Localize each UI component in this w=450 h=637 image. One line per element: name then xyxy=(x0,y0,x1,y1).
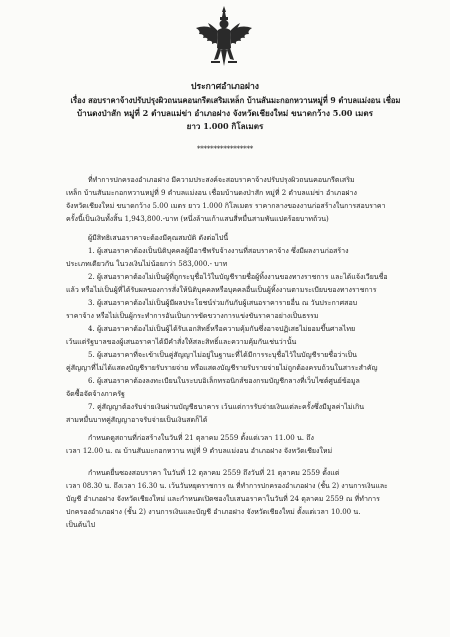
body-line: เป็นต้นไป xyxy=(66,520,96,529)
body-line: 4. ผู้เสนอราคาต้องไม่เป็นผู้ได้รับเอกสิทธิ์หรือความคุ้มกันซึ่งอาจปฏิเสธไม่ยอมขึ้นศาลไทย xyxy=(88,324,356,333)
subject-line-1: เรื่อง สอบราคาจ้างปรับปรุงผิวถนนคอนกรีตเสริมเหล็ก บ้านสันมะกอกหวานหมู่ที่ 9 ตำบลแม่งอน เชื่อม xyxy=(70,95,401,105)
body-line: เหล็ก บ้านสันมะกอกหวานหมู่ที่ 9 ตำบลแม่งอน เชื่อมบ้านดงป่าสัก หมู่ที่ 2 ตำบลแม่ข่า อำเภอฝาง xyxy=(66,188,357,197)
body-line: 6. ผู้เสนอราคาต้องลงทะเบียนในระบบอิเล็กทรอนิกส์ของกรมบัญชีกลางที่เว็บไซต์ศูนย์ข้อมูล xyxy=(88,376,360,385)
body-line: จังหวัดเชียงใหม่ ขนาดกว้าง 5.00 เมตร ยาว 1.000 กิโลเมตร ราคากลางของงานก่อสร้างในการสอบราคา xyxy=(66,201,386,210)
body-line: บัญชี อำเภอฝาง จังหวัดเชียงใหม่ และกำหนดเปิดซองใบเสนอราคาในวันที่ 24 ตุลาคม 2559 ณ ที่ทำการ xyxy=(66,494,380,503)
body-line: จัดซื้อจัดจ้างภาครัฐ xyxy=(66,389,125,398)
body-line: 3. ผู้เสนอราคาต้องไม่เป็นผู้มีผลประโยชน์ร่วมกันกับผู้เสนอราคารายอื่น ณ วันประกาศสอบ xyxy=(88,298,358,307)
subject-line-2: บ้านดงป่าสัก หมู่ที่ 2 ตำบลแม่ข่า อำเภอฝาง จังหวัดเชียงใหม่ ขนาดกว้าง 5.00 เมตร xyxy=(77,108,373,118)
body-line: เวลา 08.30 น. ถึงเวลา 16.30 น. เว้นวันหยุดราชการ ณ ที่ทำการปกครองอำเภอฝาง (ชั้น 2) งานการเงินและ xyxy=(66,481,388,490)
body-line: กำหนดดูสถานที่ก่อสร้างในวันที่ 21 ตุลาคม 2559 ตั้งแต่เวลา 11.00 น. ถึง xyxy=(88,433,314,442)
body-line: แล้ว หรือไม่เป็นผู้ที่ได้รับผลของการสั่งให้นิติบุคคลหรือบุคคลอื่นเป็นผู้ทิ้งงานตามระเบียบของทางราชการ xyxy=(66,285,377,294)
body-line: 5. ผู้เสนอราคาที่จะเข้าเป็นคู่สัญญาไม่อยู่ในฐานะที่ได้มีการระบุชื่อไว้ในบัญชีรายชื่อว่าเป็น xyxy=(88,350,357,359)
subject-line-3: ยาว 1.000 กิโลเมตร xyxy=(186,121,264,131)
body-line: เวลา 12.00 น. ณ บ้านสันมะกอกหวาน หมู่ที่ 9 ตำบลแม่งอน อำเภอฝาง จังหวัดเชียงใหม่ xyxy=(66,446,333,455)
body-line: ราคาจ้าง หรือไม่เป็นผู้กระทำการอันเป็นการขัดขวางการแข่งขันราคาอย่างเป็นธรรม xyxy=(66,311,319,320)
garuda-emblem-icon xyxy=(193,4,255,74)
body-line: เว้นแต่รัฐบาลของผู้เสนอราคาได้มีคำสั่งให้สละสิทธิ์และความคุ้มกันเช่นว่านั้น xyxy=(66,337,297,346)
body-line: ปกครองอำเภอฝาง (ชั้น 2) งานการเงินและบัญชี อำเภอฝาง จังหวัดเชียงใหม่ ตั้งแต่เวลา 10.00 น. xyxy=(66,507,361,516)
body-line: สามหมื่นบาทคู่สัญญาอาจรับจ่ายเป็นเงินสดก็ได้ xyxy=(66,415,208,424)
body-line: กำหนดยื่นซองสอบราคา ในวันที่ 12 ตุลาคม 2559 ถึงวันที่ 21 ตุลาคม 2559 ตั้งแต่ xyxy=(88,468,340,477)
body-line: 7. คู่สัญญาต้องรับจ่ายเงินผ่านบัญชีธนาคาร เว้นแต่การรับจ่ายเงินแต่ละครั้งซึ่งมีมูลค่าไม่เกิน xyxy=(88,402,365,411)
body-line: ประเภทเดียวกัน ในวงเงินไม่น้อยกว่า 583,000.- บาท xyxy=(66,259,228,268)
body-line: ครั้งนี้เป็นเงินทั้งสิ้น 1,943,800.-บาท (หนึ่งล้านเก้าแสนสี่หมื่นสามพันแปดร้อยบาทถ้วน) xyxy=(66,214,329,223)
qualification-heading: ผู้มีสิทธิเสนอราคาจะต้องมีคุณสมบัติ ดังต่อไปนี้ xyxy=(88,233,229,242)
body-line: คู่สัญญาที่ไม่ได้แสดงบัญชีรายรับรายจ่าย หรือแสดงบัญชีรายรับรายจ่ายไม่ถูกต้องครบถ้วนในสาระสำคัญ xyxy=(66,363,378,372)
agency-title: ประกาศอำเภอฝาง xyxy=(191,82,259,92)
body-line: 1. ผู้เสนอราคาต้องเป็นนิติบุคคลผู้มีอาชีพรับจ้างงานที่สอบราคาจ้าง ซึ่งมีผลงานก่อสร้าง xyxy=(88,246,349,255)
body-line: ที่ทำการปกครองอำเภอฝาง มีความประสงค์จะสอบราคาจ้างปรับปรุงผิวถนนคอนกรีตเสริม xyxy=(88,175,355,184)
separator-stars: ***************** xyxy=(196,145,254,153)
body-line: 2. ผู้เสนอราคาต้องไม่เป็นผู้ที่ถูกระบุชื่อไว้ในบัญชีรายชื่อผู้ทิ้งงานของทางราชการ และได้แจ้งเวียนชื่อ xyxy=(88,272,388,281)
